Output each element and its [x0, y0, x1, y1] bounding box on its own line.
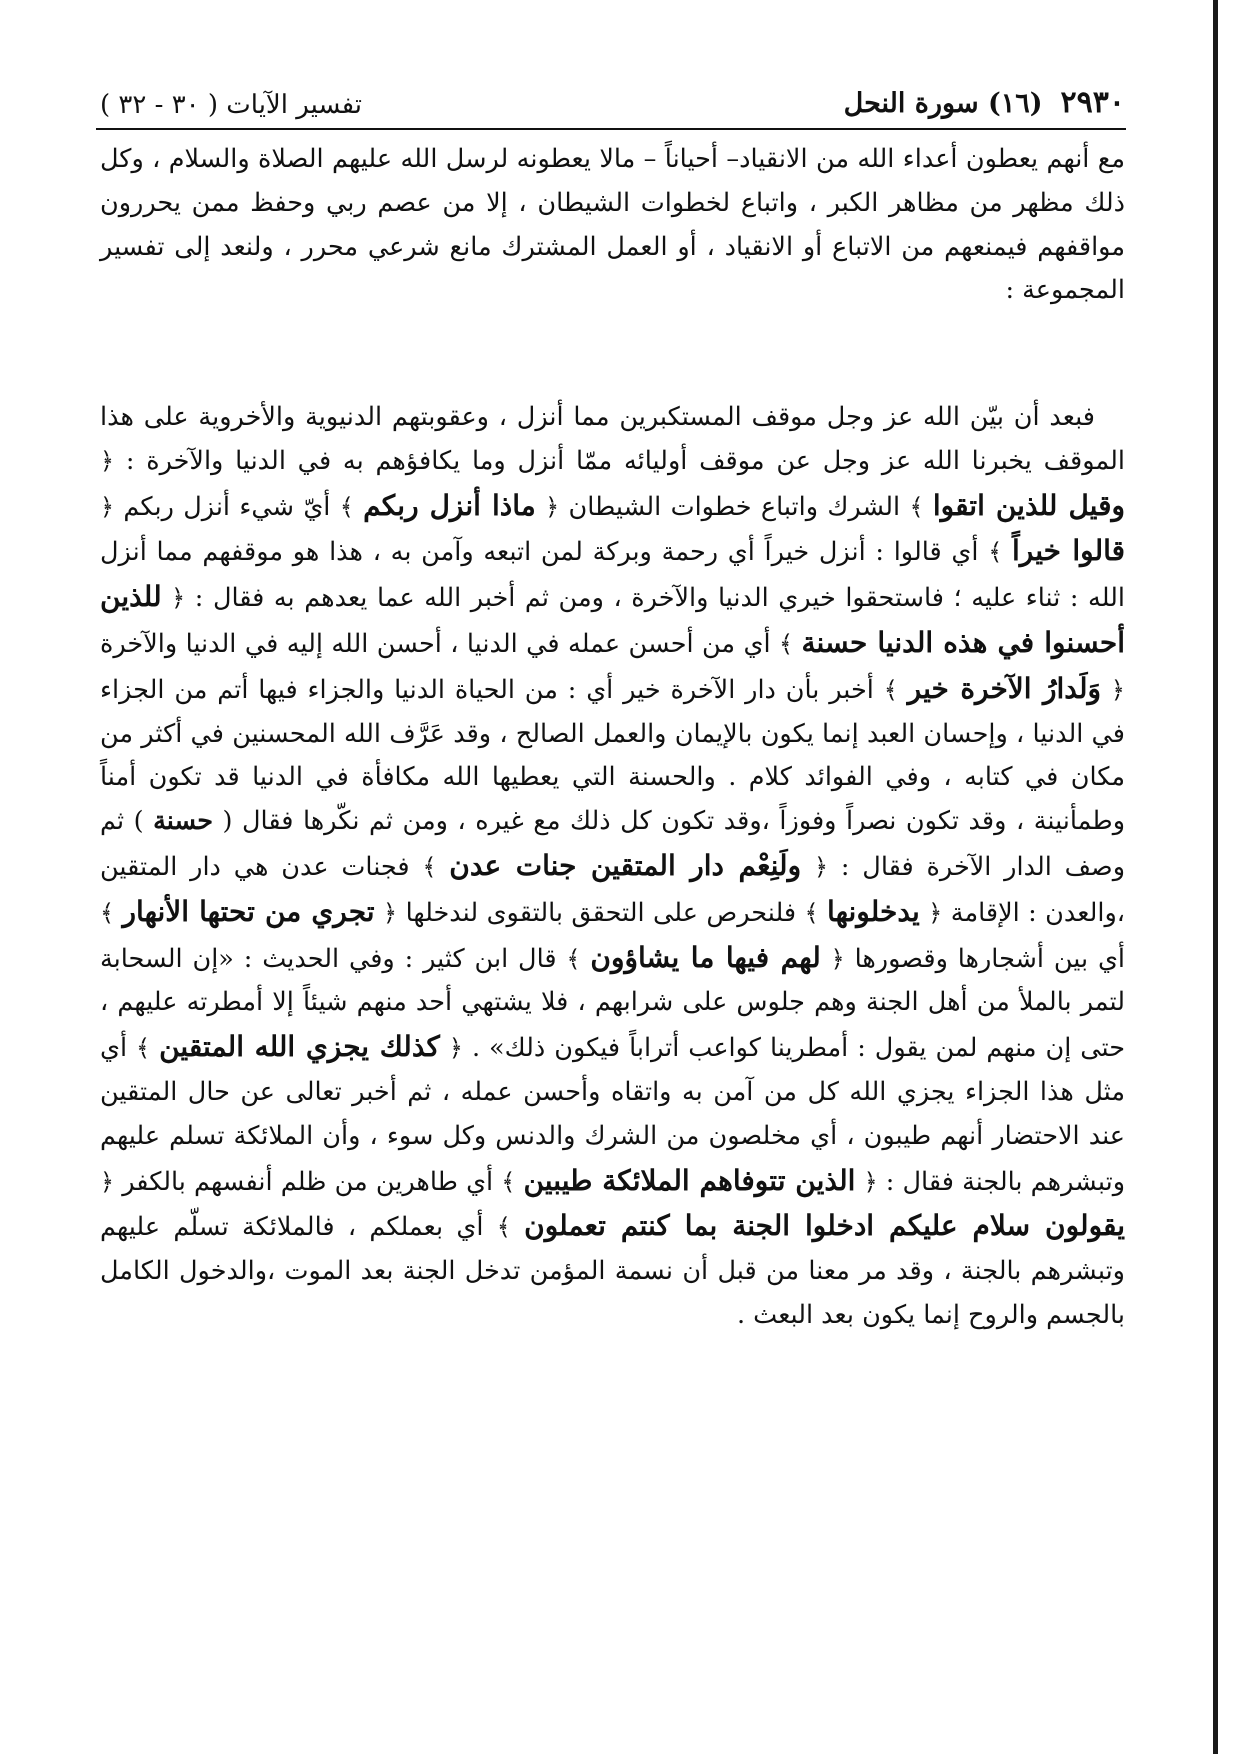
tafsir-text: أي طاهرين من ظلم أنفسهم بالكفر [122, 1166, 494, 1197]
tafsir-text: فلنحرص على التحقق بالتقوى لندخلها [405, 897, 797, 928]
quran-quote: تجري من تحتها الأنهار [122, 894, 375, 928]
page-header [100, 70, 1125, 120]
paragraph-tafsir: فبعد أن بيّن الله عز وجل موقف المستكبرين مما أنزل ، وعقوبتهم الدنيوية والأخروية على هذا الموقف يخبرنا الله عز وجل عن موقف أوليائه ممّا أنزل وما يكافؤهم به في الدنيا والآخرة : ﴿ وقيل للذين اتقوا ﴾ الشرك واتباع خطوات الشيطان ﴿ ماذا أنزل ربكم ﴾ أيّ شيء أنزل ربكم ﴿ قالوا خيراً ﴾ أي قالوا : أنزل خيراً أي رحمة وبركة لمن اتبعه وآمن به ، هذا هو موقفهم مما أنزل الله : ثناء عليه ؛ فاستحقوا خيري الدنيا والآخرة ، ومن ثم أخبر الله عما يعدهم به فقال : ﴿ للذين أحسنوا في هذه الدنيا حسنة ﴾ أي من أحسن عمله في الدنيا ، أحسن الله إليه في الدنيا والآخرة ﴿ وَلَدارُ الآخرة خير ﴾ أخبر بأن دار الآخرة خير أي : من الحياة الدنيا والجزاء فيها أتم من الجزاء في الدنيا ، وإحسان العبد إنما يكون بالإيمان والعمل الصالح ، وقد عَرَّف الله المحسنين في أكثر من مكان في كتابه ، وفي الفوائد كلام . والحسنة التي يعطيها الله مكافأة في الدنيا قد تكون أمناً وطمأنينة ، وقد تكون نصراً وفوزاً ،وقد تكون كل ذلك مع غيره ، ومن ثم نكّرها فقال ( حسنة ) ثم وصف الدار الآخرة فقال : ﴿ ولَنِعْم دار المتقين جنات عدن ﴾ فجنات عدن هي دار المتقين ،والعدن : الإقامة ﴿ يدخلونها ﴾ فلنحرص على التحقق بالتقوى لندخلها ﴿ تجري من تحتها الأنهار ﴾ أي بين أشجارها وقصورها ﴿ لهم فيها ما يشاؤون ﴾ قال ابن كثير : وفي الحديث : «إن السحابة لتمر بالملأ من أهل الجنة وهم جلوس على شرابهم ، فلا يشتهي أحد منهم شيئاً إلا أمطرته عليهم ، حتى إن منهم لمن يقول : أمطرينا كواعب أتراباً فيكون ذلك» . ﴿ كذلك يجزي الله المتقين ﴾ أي مثل هذا الجزاء يجزي الله كل من آمن به واتقاه وأحسن عمله ، ثم أخبر تعالى عن حال المتقين عند الاحتضار أنهم طيبون ، أي مخلصون من الشرك والدنس وكل سوء ، وأن الملائكة تسلم عليهم وتبشرهم بالجنة فقال : ﴿ الذين تتوفاهم الملائكة طيبين ﴾ أي طاهرين من ظلم أنفسهم بالكفر ﴿ يقولون سلام عليكم ادخلوا الجنة بما كنتم تعملون ﴾ أي بعملكم ، فالملائكة تسلّم عليهم وتبشرهم بالجنة ، وقد مر معنا من قبل أن نسمة المؤمن تدخل الجنة بعد الموت ،والدخول الكامل بالجسم والروح إنما يكون بعد البعث . [100, 402, 1126, 1330]
tafsir-text: فبعد أن بيّن الله عز وجل موقف المستكبرين مما أنزل ، وعقوبتهم الدنيوية والأخروية على هذا الموقف يخبرنا الله عز وجل عن موقف أوليائه ممّا أنزل وما يكافؤهم به في الدنيا والآخرة : [100, 402, 1125, 476]
paragraph-intro-text: مع أنهم يعطون أعداء الله من الانقياد– أحياناً – مالا يعطونه لرسل الله عليهم الصلاة والسلام ، وكل ذلك مظهر من مظاهر الكبر ، واتباع لخطوات الشيطان ، إلا من عصم ربي وحفظ ممن يحررون مواقفهم فيمنعهم من الاتباع أو الانقياد ، أو العمل المشترك مانع شرعي محرر ، ولنعد إلى تفسير المجموعة : [100, 144, 1125, 306]
quran-quote: كذلك يجزي الله المتقين [159, 1030, 440, 1064]
tafsir-text: أي مثل هذا الجزاء يجزي الله كل من آمن به واتقاه وأحسن عمله ، ثم أخبر تعالى عن حال المتقين عند الاحتضار أنهم طيبون ، أي مخلصون من الشرك والدنس وكل سوء ، وأن الملائكة تسلم عليهم وتبشرهم بالجنة فقال : [100, 1033, 1126, 1197]
surah-title: (١٦) سورة النحل [843, 88, 1043, 119]
quran-quote: ولَنِعْم دار المتقين جنات عدن [449, 848, 802, 882]
tafsir-text: أي بين أشجارها وقصورها [854, 943, 1126, 974]
quran-quote: ماذا أنزل ربكم [363, 488, 536, 522]
tafsir-text: قال ابن كثير : وفي الحديث : «إن السحابة لتمر بالملأ من أهل الجنة وهم جلوس على شرابهم ، فلا يشتهي أحد منهم شيئاً إلا أمطرته عليهم ، حتى إن منهم لمن يقول : أمطرينا كواعب أتراباً فيكون ذلك» . [100, 943, 1126, 1064]
quran-quote: وقيل للذين اتقوا [932, 488, 1126, 522]
section-title: تفسير الآيات ( ٣٠ - ٣٢ ) [100, 90, 363, 120]
tafsir-text: ) ثم وصف الدار الآخرة فقال : [100, 806, 1126, 882]
page-edge-line [1213, 0, 1218, 1754]
paragraph-intro [100, 138, 1125, 313]
header-page-info [844, 85, 1125, 120]
tafsir-text: الشرك واتباع خطوات الشيطان [568, 491, 901, 522]
quran-quote: الذين تتوفاهم الملائكة طيبين [523, 1163, 856, 1197]
tafsir-text: فجنات عدن هي دار المتقين ،والعدن : الإقامة [100, 851, 1125, 928]
tafsir-text: أي قالوا : أنزل خيراً أي رحمة وبركة لمن اتبعه وآمن به ، هذا هو موقفهم مما أنزل الله : ثناء عليه ؛ فاستحقوا خيري الدنيا والآخرة ، ومن ثم أخبر الله عما يعدهم به فقال : [100, 537, 1125, 614]
quran-quote: للذين أحسنوا في هذه الدنيا حسنة [100, 580, 1126, 659]
tafsir-text: أيّ شيء أنزل ربكم [123, 491, 331, 522]
quran-quote: لهم فيها ما يشاؤون [590, 940, 821, 974]
tafsir-text: أخبر بأن دار الآخرة خير أي : من الحياة الدنيا والجزاء فيها أتم من الجزاء في الدنيا ، وإحسان العبد إنما يكون بالإيمان والعمل الصالح ، وقد عَرَّف الله المحسنين في أكثر من مكان في كتابه ، وفي الفوائد كلام . والحسنة التي يعطيها الله مكافأة في الدنيا قد تكون أمناً وطمأنينة ، وقد تكون نصراً وفوزاً ،وقد تكون كل ذلك مع غيره ، ومن ثم نكّرها فقال ( [100, 674, 1126, 837]
quran-quote: يدخلونها [827, 894, 920, 928]
quran-quote: قالوا خيراً [1011, 534, 1126, 568]
tafsir-text: أي بعملكم ، فالملائكة تسلّم عليهم وتبشرهم بالجنة ، وقد مر معنا من قبل أن نسمة المؤمن تدخل الجنة بعد الموت ،والدخول الكامل بالجسم والروح إنما يكون بعد البعث . [100, 1212, 1125, 1330]
quran-quote: يقولون سلام عليكم ادخلوا الجنة بما كنتم تعملون [524, 1209, 1125, 1243]
tafsir-text: أي من أحسن عمله في الدنيا ، أحسن الله إليه في الدنيا والآخرة [100, 628, 771, 659]
page-number: ٢٩٣٠ [1060, 85, 1125, 120]
header-rule [96, 128, 1126, 130]
quran-quote: وَلَدارُ الآخرة خير [907, 671, 1102, 705]
highlight-word: حسنة [153, 806, 213, 837]
